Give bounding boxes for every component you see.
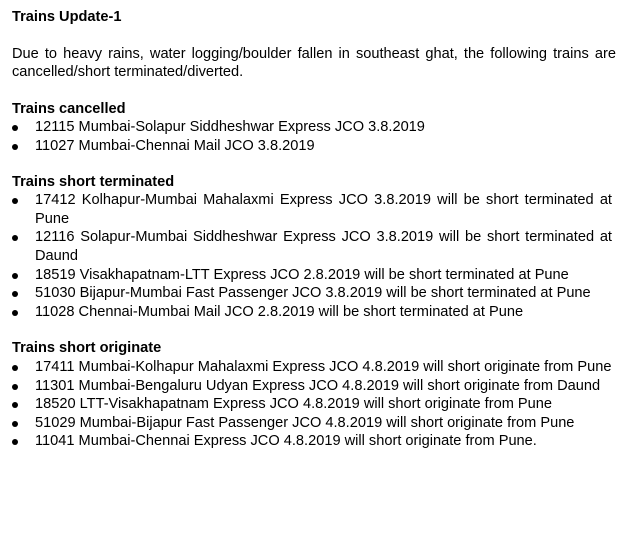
bullet-icon xyxy=(12,144,18,150)
list-item-text: 11028 Chennai-Mumbai Mail JCO 2.8.2019 will be short terminated at Pune xyxy=(35,303,524,320)
bullet-icon xyxy=(12,273,18,279)
bullet-icon xyxy=(12,291,18,297)
list-short-originate xyxy=(12,358,612,451)
bullet-icon xyxy=(12,439,18,445)
list-item xyxy=(12,118,612,137)
list-item xyxy=(12,303,612,322)
list-item-text: 11041 Mumbai-Chennai Express JCO 4.8.2019 will short originate from Pune. xyxy=(35,433,537,450)
list-item xyxy=(12,191,612,228)
bullet-icon xyxy=(12,402,18,408)
section-heading-short-terminated: Trains short terminated xyxy=(12,173,175,190)
list-item xyxy=(12,266,612,285)
section-heading-short-originate: Trains short originate xyxy=(12,340,162,357)
bullet-icon xyxy=(12,235,18,241)
list-item-text: 18520 LTT-Visakhapatnam Express JCO 4.8.2019 will short originate from Pune xyxy=(35,396,552,413)
list-item-text: 51030 Bijapur-Mumbai Fast Passenger JCO 3.8.2019 will be short terminated at Pune xyxy=(35,285,591,302)
list-item-text: 12116 Solapur-Mumbai Siddheshwar Express JCO 3.8.2019 will be short terminated at Daund xyxy=(35,229,612,264)
bullet-icon xyxy=(12,421,18,427)
list-item xyxy=(12,414,612,433)
list-item xyxy=(12,432,612,451)
bullet-icon xyxy=(12,310,18,316)
list-item-text: 17411 Mumbai-Kolhapur Mahalaxmi Express JCO 4.8.2019 will short originate from Pune xyxy=(35,358,612,375)
section-heading-cancelled: Trains cancelled xyxy=(12,100,126,117)
list-item xyxy=(12,358,612,377)
bullet-icon xyxy=(12,384,18,390)
list-cancelled xyxy=(12,118,612,155)
list-item-text: 11027 Mumbai-Chennai Mail JCO 3.8.2019 xyxy=(35,137,315,154)
list-item-text: 17412 Kolhapur-Mumbai Mahalaxmi Express JCO 3.8.2019 will be short terminated at Pune xyxy=(35,192,612,227)
list-item-text: 51029 Mumbai-Bijapur Fast Passenger JCO 4.8.2019 will short originate from Pune xyxy=(35,414,575,431)
intro-paragraph: Due to heavy rains, water logging/boulder fallen in southeast ghat, the following trains are cancelled/short terminated/diverted. xyxy=(12,45,616,81)
list-item xyxy=(12,228,612,265)
document-title: Trains Update-1 xyxy=(12,9,122,25)
list-item-text: 18519 Visakhapatnam-LTT Express JCO 2.8.2019 will be short terminated at Pune xyxy=(35,266,569,283)
bullet-icon xyxy=(12,125,18,131)
bullet-icon xyxy=(12,365,18,371)
bullet-icon xyxy=(12,198,18,204)
list-item xyxy=(12,284,612,303)
list-item-text: 11301 Mumbai-Bengaluru Udyan Express JCO 4.8.2019 will short originate from Daund xyxy=(35,377,601,394)
list-item-text: 12115 Mumbai-Solapur Siddheshwar Express JCO 3.8.2019 xyxy=(35,119,425,136)
list-item xyxy=(12,137,612,156)
list-item xyxy=(12,377,612,396)
list-item xyxy=(12,395,612,414)
list-short-terminated xyxy=(12,191,612,321)
